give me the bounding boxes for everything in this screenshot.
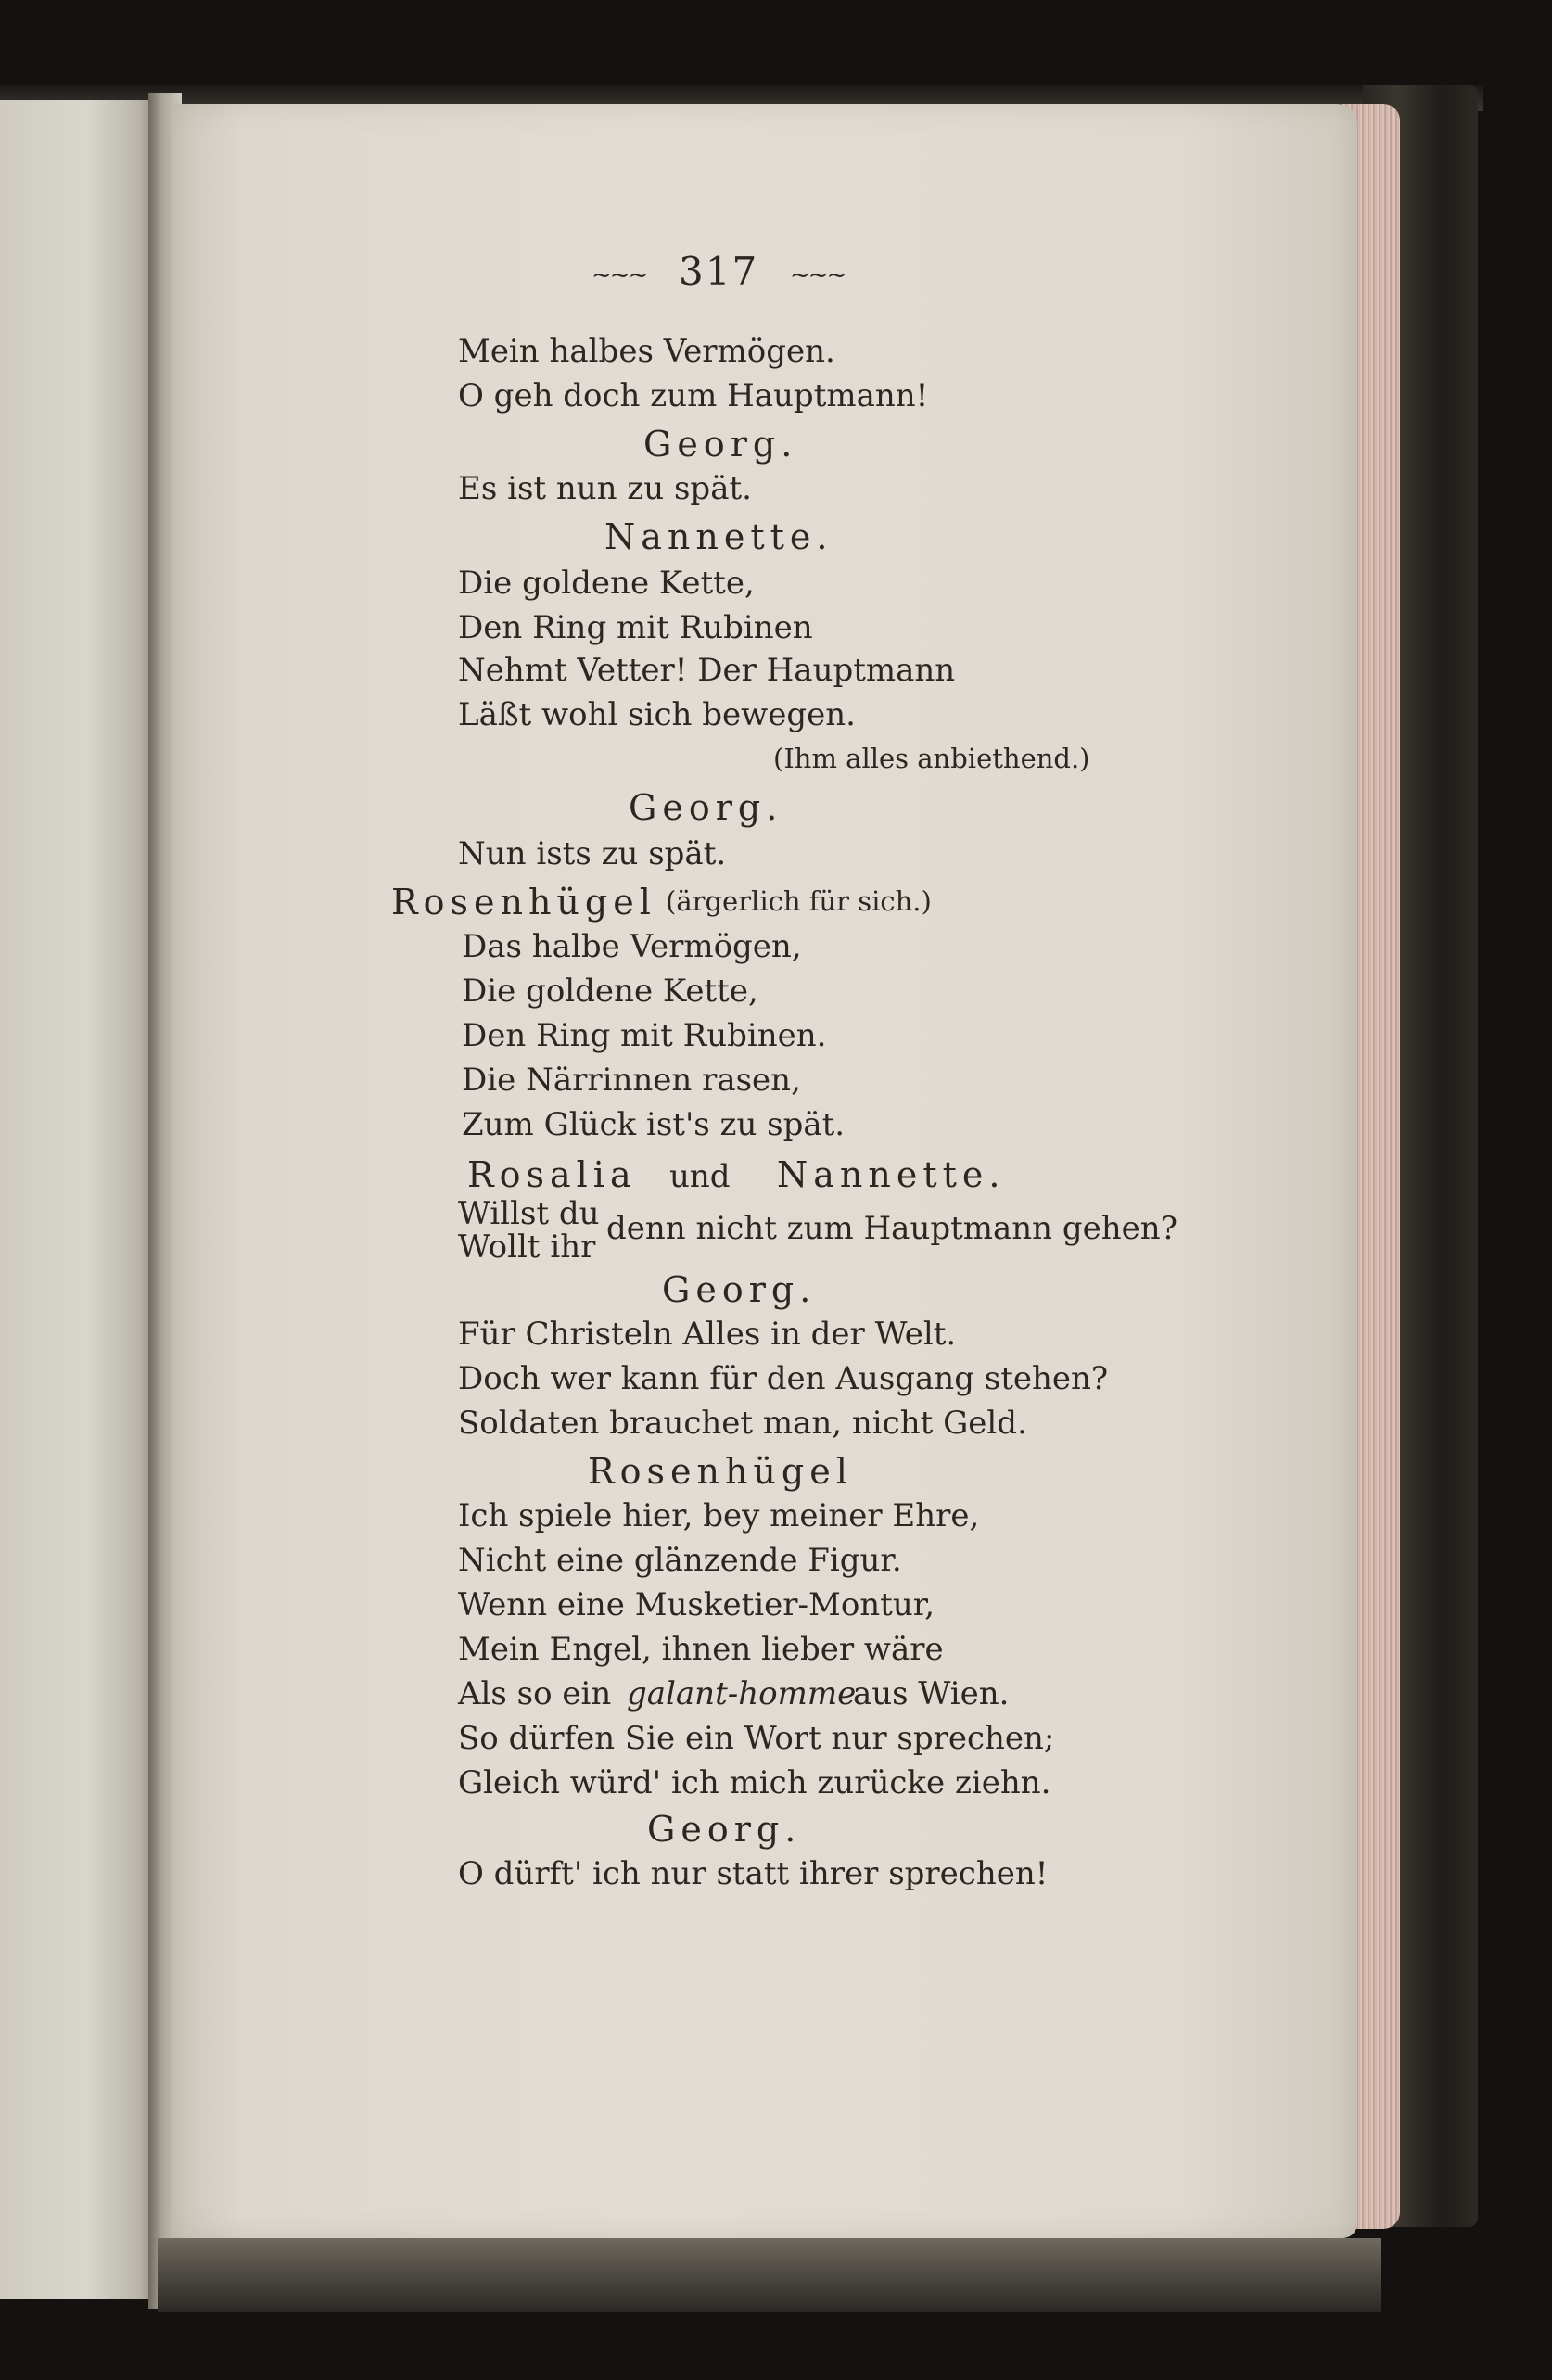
verse-line: Nicht eine glänzende Figur. (458, 1542, 902, 1579)
verse-line: Die goldene Kette, (458, 565, 755, 602)
verse-line: Gleich würd' ich mich zurücke ziehn. (458, 1764, 1051, 1801)
page-number: 317 (679, 248, 759, 294)
speaker-name: Georg. (647, 1809, 802, 1850)
header-ornament-right: ~~~ (790, 261, 846, 289)
verse-line: Das halbe Vermögen, (462, 928, 802, 965)
verse-alternative-upper: Willst du (458, 1195, 600, 1232)
speaker-name: Georg. (643, 424, 798, 465)
speaker-name: Nannette. (777, 1154, 1006, 1195)
speaker-conjunction: und (669, 1158, 731, 1195)
verse-foreign-phrase: galant-homme (627, 1675, 857, 1712)
verse-line: Ich spiele hier, bey meiner Ehre, (458, 1497, 980, 1534)
stage-direction: (ärgerlich für sich.) (666, 885, 932, 917)
verse-line: Läßt wohl sich bewegen. (458, 696, 856, 733)
speaker-name: Georg. (629, 787, 783, 828)
verse-line: aus Wien. (853, 1675, 1010, 1712)
left-page-edge (0, 100, 158, 2299)
page (172, 104, 1357, 2238)
verse-line: O geh doch zum Hauptmann! (458, 377, 929, 414)
verse-line: Soldaten brauchet man, nicht Geld. (458, 1405, 1027, 1442)
verse-line: O dürft' ich nur statt ihrer sprechen! (458, 1855, 1049, 1892)
verse-line: Den Ring mit Rubinen (458, 609, 813, 646)
verse-line: Wenn eine Musketier-Montur, (458, 1586, 935, 1623)
speaker-name: Georg. (662, 1269, 817, 1310)
verse-line: Mein Engel, ihnen lieber wäre (458, 1631, 944, 1668)
verse-line: Es ist nun zu spät. (458, 470, 752, 507)
speaker-name: Rosalia (467, 1154, 637, 1195)
speaker-name: Rosenhügel (588, 1451, 853, 1492)
speaker-name: Nannette. (604, 516, 833, 557)
page-bottom-shadow (158, 2238, 1381, 2312)
verse-line: Die goldene Kette, (462, 973, 758, 1010)
verse-line: Als so ein (458, 1675, 612, 1712)
header-ornament-left: ~~~ (592, 261, 647, 289)
verse-line: Mein halbes Vermögen. (458, 333, 835, 370)
verse-line: Nehmt Vetter! Der Hauptmann (458, 652, 956, 689)
verse-line: So dürfen Sie ein Wort nur sprechen; (458, 1720, 1055, 1757)
speaker-name: Rosenhügel (391, 882, 656, 923)
stage-direction: (Ihm alles anbiethend.) (773, 743, 1090, 774)
verse-line: denn nicht zum Hauptmann gehen? (606, 1210, 1177, 1247)
verse-alternative-lower: Wollt ihr (458, 1228, 596, 1266)
verse-line: Für Christeln Alles in der Welt. (458, 1316, 957, 1353)
verse-line: Nun ists zu spät. (458, 835, 727, 872)
verse-line: Doch wer kann für den Ausgang stehen? (458, 1360, 1109, 1397)
verse-line: Den Ring mit Rubinen. (462, 1017, 827, 1054)
verse-line: Zum Glück ist's zu spät. (462, 1106, 846, 1143)
verse-line: Die Närrinnen rasen, (462, 1062, 801, 1099)
